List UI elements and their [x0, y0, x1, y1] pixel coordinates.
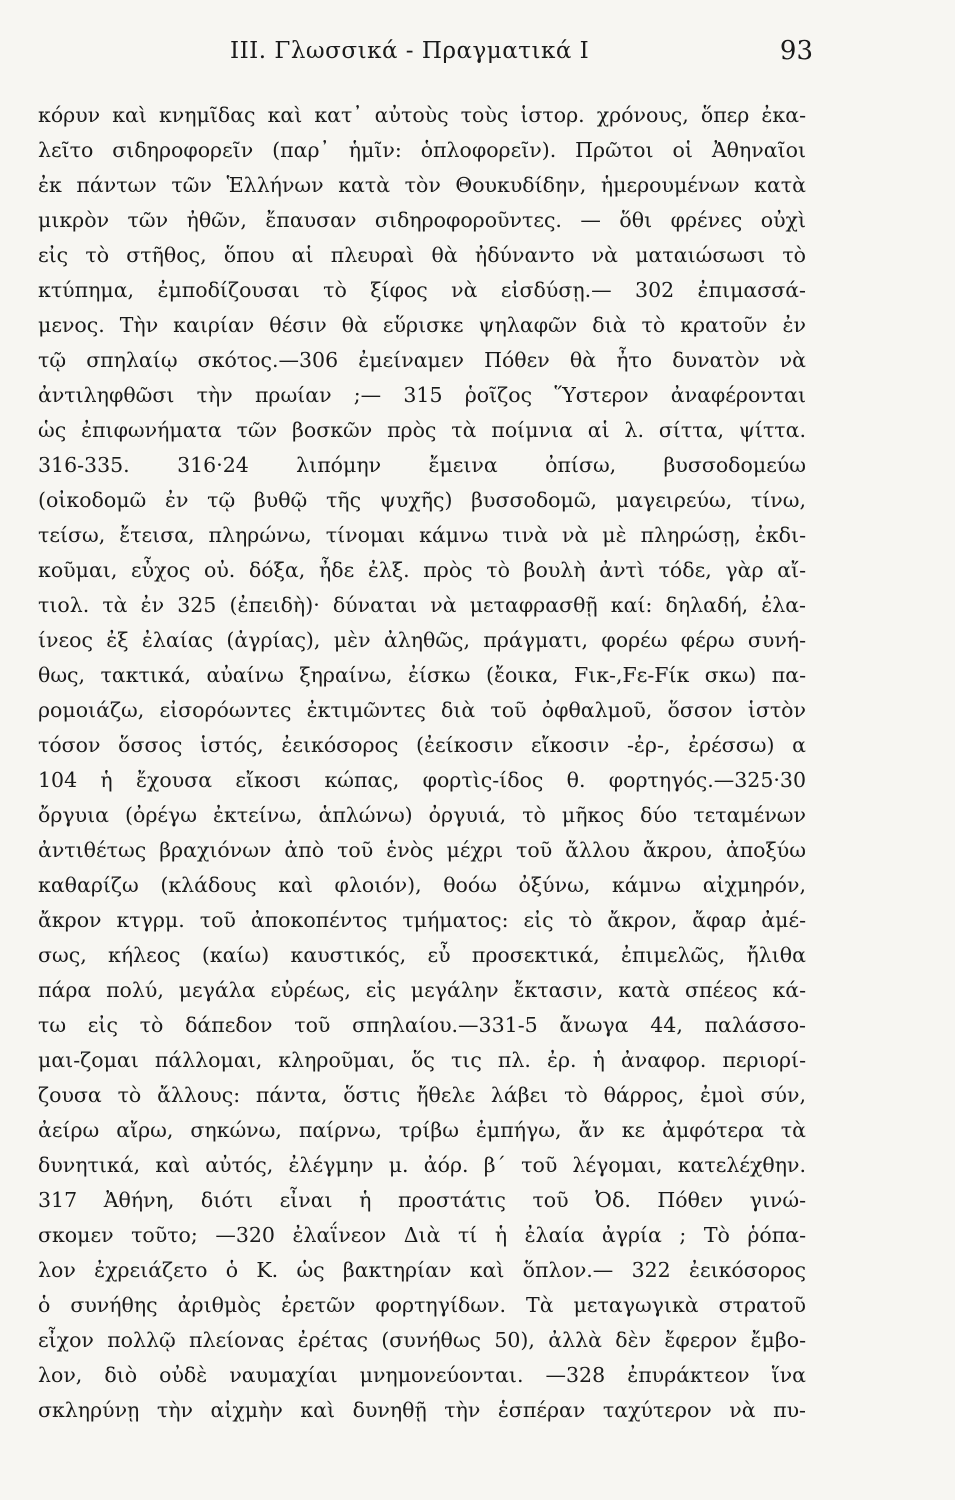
page-number: 93: [779, 36, 813, 66]
text-line: τω εἰς τὸ δάπεδον τοῦ σπηλαίου.—331-5 ἄνωγα 44, παλάσσο-: [38, 1013, 806, 1037]
text-line: δυνητικά, καὶ αὐτός, ἐλέγμην μ. ἀόρ. β΄ τοῦ λέγομαι, κατελέχθην.: [38, 1153, 806, 1177]
text-line: κτύπημα, ἐμποδίζουσαι τὸ ξίφος νὰ εἰσδύσῃ.— 302 ἐπιμασσά-: [38, 278, 806, 302]
running-title: III. Γλωσσικά - Πραγματικά Ι: [230, 38, 590, 64]
text-line: εἰς τὸ στῆθος, ὅπου αἱ πλευραὶ θὰ ἠδύναντο νὰ ματαιώσωσι τὸ: [38, 243, 806, 267]
text-line: ὁ συνήθης ἀριθμὸς ἐρετῶν φορτηγίδων. Τὰ μεταγωγικὰ στρατοῦ: [38, 1293, 806, 1317]
text-line: μενος. Τὴν καιρίαν θέσιν θὰ εὕρισκε ψηλαφῶν διὰ τὸ κρατοῦν ἐν: [38, 313, 806, 337]
text-line: καθαρίζω (κλάδους καὶ φλοιόν), θοόω ὀξύνω, κάμνω αἰχμηρόν,: [38, 873, 806, 897]
text-line: 104 ἡ ἔχουσα εἴκοσι κώπας, φορτὶς-ίδος θ. φορτηγός.—325·30: [38, 768, 806, 792]
text-line: σκομεν τοῦτο; —320 ἐλαΐνεον Διὰ τί ἡ ἐλαία ἀγρία ; Τὸ ῥόπα-: [38, 1223, 806, 1247]
text-line: ἀντιληφθῶσι τὴν πρωίαν ;— 315 ῥοῖζος Ὕστερον ἀναφέρονται: [38, 383, 806, 407]
text-line: σως, κήλεος (καίω) καυστικός, εὖ προσεκτικά, ἐπιμελῶς, ἤλιθα: [38, 943, 806, 967]
text-line: ἀντιθέτως βραχιόνων ἀπὸ τοῦ ἑνὸς μέχρι τοῦ ἄλλου ἄκρου, ἀποξύω: [38, 838, 806, 862]
text-line: κόρυν καὶ κνημῖδας καὶ κατ᾽ αὐτοὺς τοὺς ἱστορ. χρόνους, ὅπερ ἐκα-: [38, 103, 806, 127]
text-line: εἶχον πολλῷ πλείονας ἐρέτας (συνήθως 50), ἀλλὰ δὲν ἔφερον ἔμβο-: [38, 1328, 806, 1352]
text-line: ἄκρον κτγρμ. τοῦ ἀποκοπέντος τμήματος: εἰς τὸ ἄκρον, ἄφαρ ἀμέ-: [38, 908, 806, 932]
text-line: σκληρύνῃ τὴν αἰχμὴν καὶ δυνηθῇ τὴν ἑσπέραν ταχύτερον νὰ πυ-: [38, 1398, 806, 1422]
text-line: ἀείρω αἴρω, σηκώνω, παίρνω, τρίβω ἐμπήγω, ἄν κε ἀμφότερα τὰ: [38, 1118, 806, 1142]
text-line: κοῦμαι, εὖχος οὐ. δόξα, ἦδε ἐλξ. πρὸς τὸ βουλὴ ἀντὶ τόδε, γὰρ αἴ-: [38, 558, 806, 582]
text-line: ὡς ἐπιφωνήματα τῶν βοσκῶν πρὸς τὰ ποίμνια αἱ λ. σίττα, ψίττα.: [38, 418, 806, 442]
text-line: ίνεος ἐξ ἐλαίας (ἀγρίας), μὲν ἀληθῶς, πράγματι, φορέω φέρω συνή-: [38, 628, 806, 652]
text-line: (οἰκοδομῶ ἐν τῷ βυθῷ τῆς ψυχῆς) βυσσοδομῶ, μαγειρεύω, τίνω,: [38, 488, 806, 512]
text-line: ζουσα τὸ ἄλλους: πάντα, ὅστις ἤθελε λάβει τὸ θάρρος, ἐμοὶ σύν,: [38, 1083, 806, 1107]
text-line: τόσον ὅσσος ἱστός, ἐεικόσορος (ἐείκοσιν εἴκοσιν -ἐρ-, ἐρέσσω) α: [38, 733, 806, 757]
text-line: θως, τακτικά, αὐαίνω ξηραίνω, ἐίσκω (ἔοικα, Fικ-,Fε-Fίκ σκω) πα-: [38, 663, 806, 687]
text-line: τείσω, ἔτεισα, πληρώνω, τίνομαι κάμνω τινὰ νὰ μὲ πληρώσῃ, ἐκδι-: [38, 523, 806, 547]
text-line: μαι-ζομαι πάλλομαι, κληροῦμαι, ὅς τις πλ. ἐρ. ἡ ἀναφορ. περιορί-: [38, 1048, 806, 1072]
text-line: τιολ. τὰ ἐν 325 (ἐπειδὴ)· δύναται νὰ μεταφρασθῇ καί: δηλαδή, ἐλα-: [38, 593, 806, 617]
text-line: ρομοιάζω, εἰσορόωντες ἐκτιμῶντες διὰ τοῦ ὀφθαλμοῦ, ὅσσον ἱστὸν: [38, 698, 806, 722]
text-line: μικρὸν τῶν ἠθῶν, ἔπαυσαν σιδηροφοροῦντες. — ὅθι φρένες οὐχὶ: [38, 208, 806, 232]
text-line: τῷ σπηλαίῳ σκότος.—306 ἐμείναμεν Πόθεν θὰ ἦτο δυνατὸν νὰ: [38, 348, 806, 372]
text-line: λον ἐχρειάζετο ὁ Κ. ὡς βακτηρίαν καὶ ὅπλον.— 322 ἐεικόσορος: [38, 1258, 806, 1282]
text-line: λεῖτο σιδηροφορεῖν (παρ᾽ ἡμῖν: ὁπλοφορεῖν). Πρῶτοι οἱ Ἀθηναῖοι: [38, 138, 806, 162]
text-line: ἐκ πάντων τῶν Ἑλλήνων κατὰ τὸν Θουκυδίδην, ἡμερουμένων κατὰ: [38, 173, 806, 197]
text-line: 317 Ἀθήνη, διότι εἶναι ἡ προστάτις τοῦ Ὀδ. Πόθεν γινώ-: [38, 1188, 806, 1212]
text-line: πάρα πολύ, μεγάλα εὐρέως, εἰς μεγάλην ἔκτασιν, κατὰ σπέεος κά-: [38, 978, 806, 1002]
text-line: 316-335. 316·24 λιπόμην ἔμεινα ὀπίσω, βυσσοδομεύω: [38, 453, 806, 477]
page-body-text: [38, 98, 806, 1428]
text-line: λον, διὸ οὐδὲ ναυμαχίαι μνημονεύονται. —328 ἐπυράκτεον ἵνα: [38, 1363, 806, 1387]
text-line: ὄργυια (ὀρέγω ἐκτείνω, ἁπλώνω) ὀργυιά, τὸ μῆκος δύο τεταμένων: [38, 803, 806, 827]
